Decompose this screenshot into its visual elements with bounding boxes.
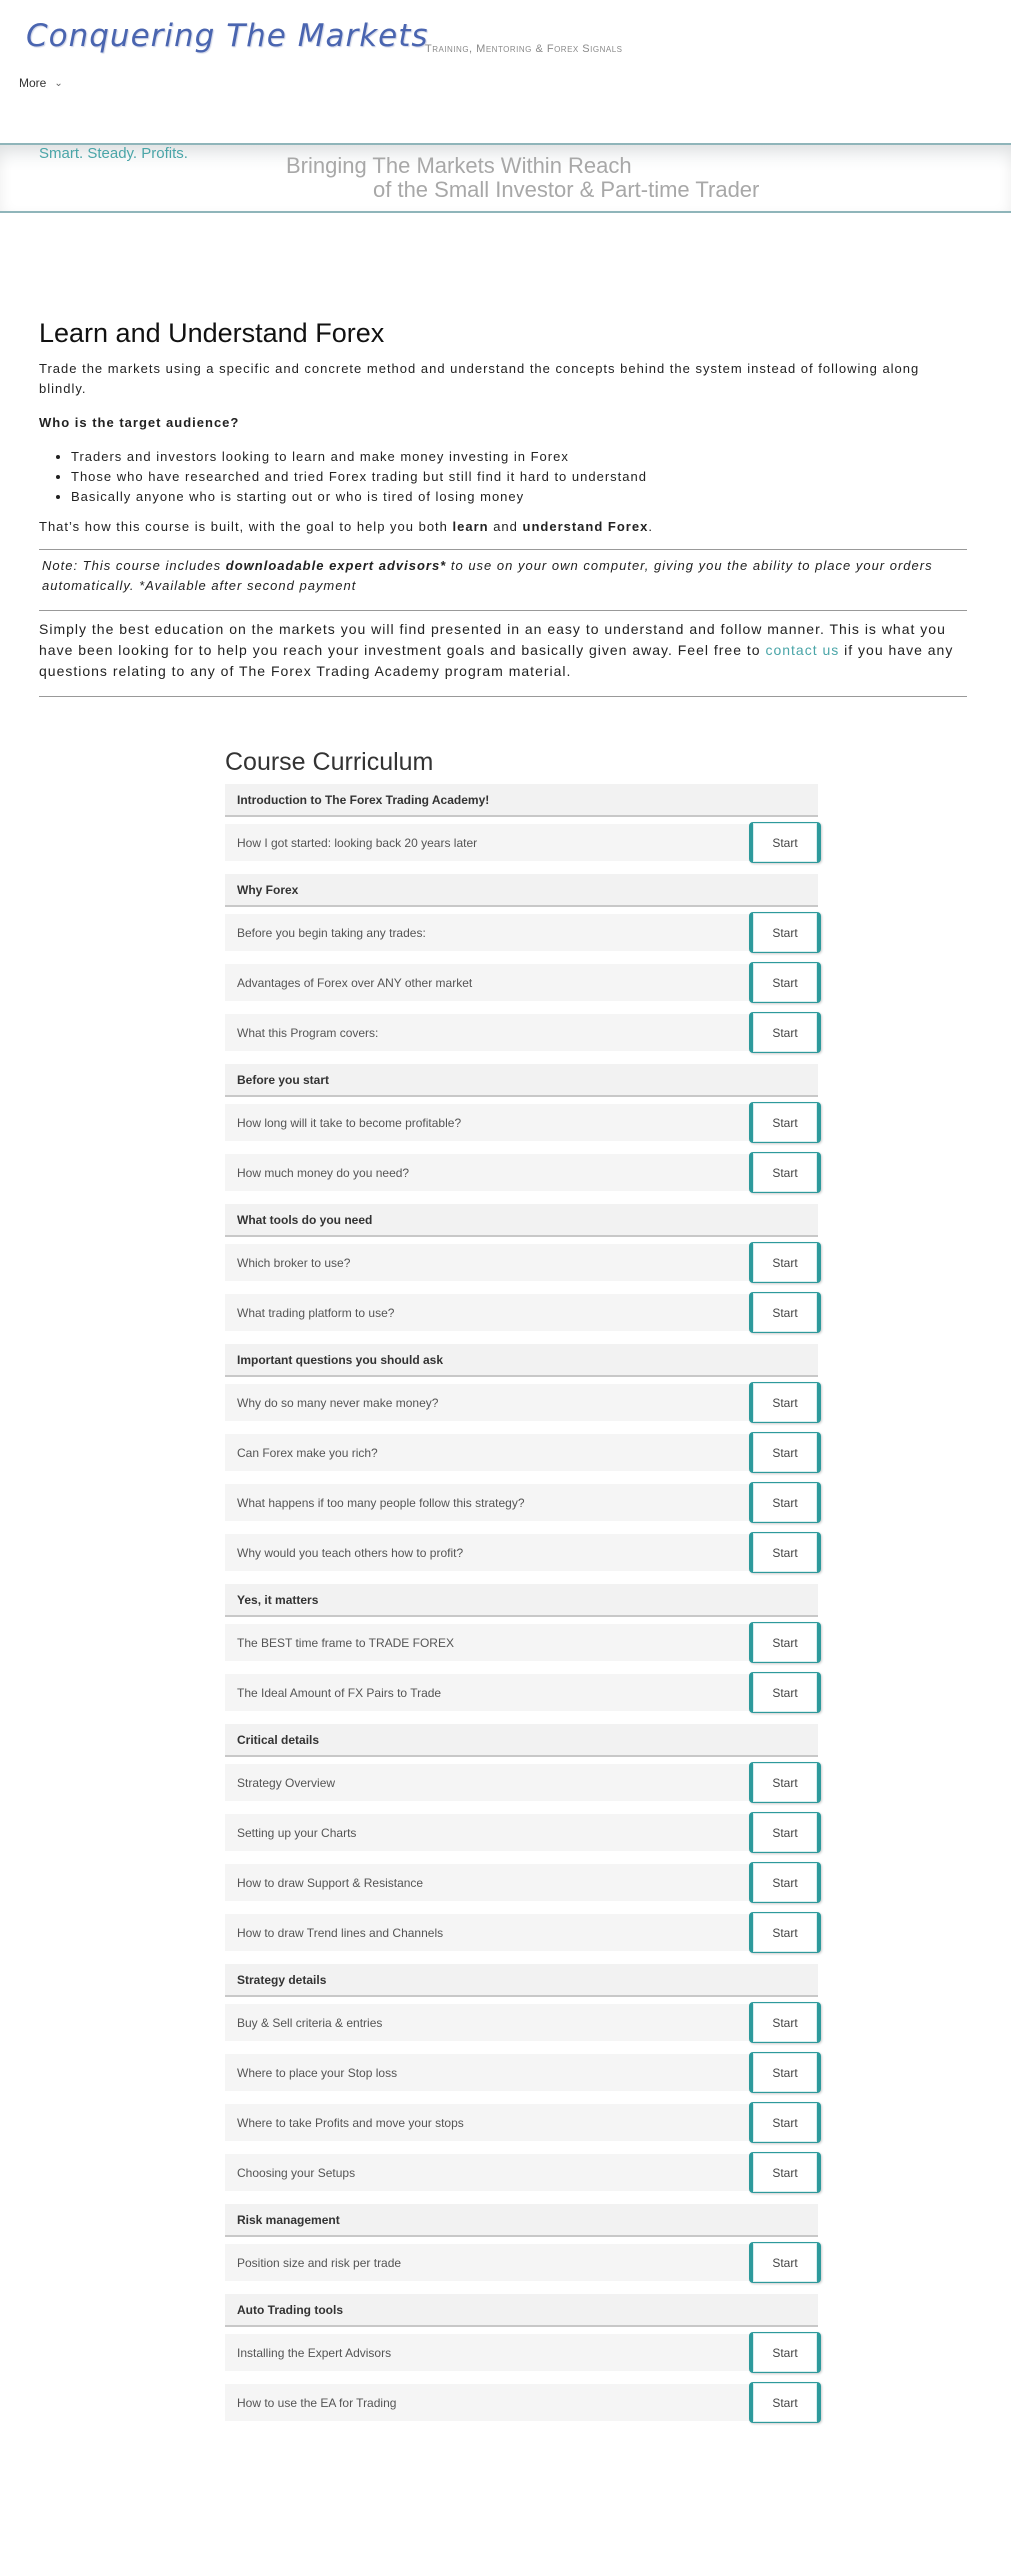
start-lesson-button[interactable]: Start bbox=[749, 1242, 821, 1283]
lesson-row[interactable] bbox=[225, 2104, 818, 2141]
start-lesson-button[interactable]: Start bbox=[749, 962, 821, 1003]
curriculum-section-header: Risk management bbox=[225, 2204, 818, 2237]
lesson-row[interactable] bbox=[225, 1014, 818, 1051]
curriculum-title: Course Curriculum bbox=[225, 748, 434, 776]
more-menu-label: More bbox=[19, 76, 47, 90]
start-lesson-button[interactable]: Start bbox=[749, 2002, 821, 2043]
lesson-row[interactable] bbox=[225, 1104, 818, 1141]
lesson-row[interactable] bbox=[225, 2154, 818, 2191]
lesson-row[interactable] bbox=[225, 1294, 818, 1331]
divider bbox=[39, 696, 967, 697]
curriculum-section-header: Introduction to The Forex Trading Academy! bbox=[225, 784, 818, 817]
list-item: • Traders and investors looking to learn and make money investing in Forex bbox=[71, 447, 967, 467]
intro-lead: Trade the markets using a specific and concrete method and understand the concepts behind the system instead of following along blindly. bbox=[39, 361, 920, 396]
lesson-title: How I got started: looking back 20 years later bbox=[237, 835, 478, 850]
hero-headline: Bringing The Markets Within Reach bbox=[286, 153, 632, 178]
lesson-row[interactable] bbox=[225, 1434, 818, 1471]
start-lesson-button[interactable]: Start bbox=[749, 1912, 821, 1953]
more-menu[interactable] bbox=[19, 76, 63, 90]
start-lesson-button[interactable]: Start bbox=[749, 1862, 821, 1903]
start-lesson-button[interactable]: Start bbox=[749, 1102, 821, 1143]
lesson-title: How long will it take to become profitable? bbox=[237, 1115, 462, 1130]
start-lesson-button[interactable]: Start bbox=[749, 1482, 821, 1523]
lesson-title: Choosing your Setups bbox=[237, 2165, 356, 2180]
lesson-row[interactable] bbox=[225, 1764, 818, 1801]
lesson-title: How to draw Support & Resistance bbox=[237, 1875, 424, 1890]
curriculum-section-header: Why Forex bbox=[225, 874, 818, 907]
start-lesson-button[interactable]: Start bbox=[749, 2052, 821, 2093]
lesson-row[interactable] bbox=[225, 2334, 818, 2371]
lesson-row[interactable] bbox=[225, 2054, 818, 2091]
lesson-title: How to draw Trend lines and Channels bbox=[237, 1925, 444, 1940]
start-lesson-button[interactable]: Start bbox=[749, 822, 821, 863]
lesson-title: What trading platform to use? bbox=[237, 1305, 395, 1320]
lesson-row[interactable] bbox=[225, 1674, 818, 1711]
lesson-row[interactable] bbox=[225, 1534, 818, 1571]
lesson-title: Where to take Profits and move your stops bbox=[237, 2115, 464, 2130]
lesson-row[interactable] bbox=[225, 964, 818, 1001]
start-lesson-button[interactable]: Start bbox=[749, 1012, 821, 1053]
expert-advisor-note: Note: This course includes downloadable expert advisors* to use on your own computer, giving you the ability to place your orders automatically. *Available after second payment bbox=[42, 558, 933, 593]
curriculum-section-header: Before you start bbox=[225, 1064, 818, 1097]
contact-us-link[interactable]: contact us bbox=[765, 642, 840, 658]
start-lesson-button[interactable]: Start bbox=[749, 1622, 821, 1663]
start-lesson-button[interactable]: Start bbox=[749, 2102, 821, 2143]
curriculum-section-header: Yes, it matters bbox=[225, 1584, 818, 1617]
curriculum-section-header: Auto Trading tools bbox=[225, 2294, 818, 2327]
lesson-title: Before you begin taking any trades: bbox=[237, 925, 426, 940]
course-curriculum bbox=[225, 748, 820, 2434]
lesson-title: Position size and risk per trade bbox=[237, 2255, 402, 2270]
lesson-title: Why do so many never make money? bbox=[237, 1395, 439, 1410]
intro-section bbox=[39, 318, 967, 697]
lesson-row[interactable] bbox=[225, 1814, 818, 1851]
start-lesson-button[interactable]: Start bbox=[749, 1432, 821, 1473]
start-lesson-button[interactable]: Start bbox=[749, 1532, 821, 1573]
curriculum-list bbox=[225, 784, 820, 2421]
lesson-title: What this Program covers: bbox=[237, 1025, 379, 1040]
lesson-title: Strategy Overview bbox=[237, 1775, 336, 1790]
site-logo[interactable]: Conquering The Markets bbox=[26, 18, 429, 54]
lesson-title: Installing the Expert Advisors bbox=[237, 2345, 392, 2360]
page-title: Learn and Understand Forex bbox=[39, 318, 385, 348]
lesson-row[interactable] bbox=[225, 1624, 818, 1661]
start-lesson-button[interactable]: Start bbox=[749, 1292, 821, 1333]
lesson-row[interactable] bbox=[225, 2384, 818, 2421]
curriculum-section-header: Strategy details bbox=[225, 1964, 818, 1997]
lesson-title: Setting up your Charts bbox=[237, 1825, 357, 1840]
start-lesson-button[interactable]: Start bbox=[749, 2242, 821, 2283]
lesson-title: Where to place your Stop loss bbox=[237, 2065, 398, 2080]
lesson-title: Advantages of Forex over ANY other market bbox=[237, 975, 473, 990]
audience-heading: Who is the target audience? bbox=[39, 415, 240, 430]
lesson-title: Can Forex make you rich? bbox=[237, 1445, 378, 1460]
lesson-row[interactable] bbox=[225, 1864, 818, 1901]
lesson-title: How to use the EA for Trading bbox=[237, 2395, 397, 2410]
start-lesson-button[interactable]: Start bbox=[749, 1382, 821, 1423]
lesson-title: The Ideal Amount of FX Pairs to Trade bbox=[237, 1685, 442, 1700]
lesson-title: The BEST time frame to TRADE FOREX bbox=[237, 1635, 454, 1650]
site-header bbox=[0, 0, 1011, 145]
curriculum-section-header: Critical details bbox=[225, 1724, 818, 1757]
start-lesson-button[interactable]: Start bbox=[749, 912, 821, 953]
lesson-row[interactable] bbox=[225, 2244, 818, 2281]
start-lesson-button[interactable]: Start bbox=[749, 1672, 821, 1713]
lesson-title: Buy & Sell criteria & entries bbox=[237, 2015, 383, 2030]
lesson-title: Why would you teach others how to profit? bbox=[237, 1545, 464, 1560]
lesson-row[interactable] bbox=[225, 1914, 818, 1951]
lesson-title: What happens if too many people follow this strategy? bbox=[237, 1495, 525, 1510]
lesson-row[interactable] bbox=[225, 1484, 818, 1521]
list-item: • Those who have researched and tried Forex trading but still find it hard to understand bbox=[71, 467, 967, 487]
lesson-row[interactable] bbox=[225, 1384, 818, 1421]
list-item: • Basically anyone who is starting out or who is tired of losing money bbox=[71, 487, 967, 507]
hero-subheadline: of the Small Investor & Part-time Trader bbox=[373, 177, 760, 202]
lesson-row[interactable] bbox=[225, 1154, 818, 1191]
audience-list bbox=[71, 447, 967, 507]
start-lesson-button[interactable]: Start bbox=[749, 2332, 821, 2373]
start-lesson-button[interactable]: Start bbox=[749, 2152, 821, 2193]
lesson-row[interactable] bbox=[225, 2004, 818, 2041]
lesson-row[interactable] bbox=[225, 824, 818, 861]
lesson-row[interactable] bbox=[225, 914, 818, 951]
curriculum-section-header: What tools do you need bbox=[225, 1204, 818, 1237]
site-tagline: Training, Mentoring & Forex Signals bbox=[425, 43, 623, 55]
curriculum-section-header: Important questions you should ask bbox=[225, 1344, 818, 1377]
start-lesson-button[interactable]: Start bbox=[749, 1762, 821, 1803]
lesson-title: Which broker to use? bbox=[237, 1255, 351, 1270]
start-lesson-button[interactable]: Start bbox=[749, 1812, 821, 1853]
lesson-title: How much money do you need? bbox=[237, 1165, 410, 1180]
chevron-down-icon: ⌄ bbox=[54, 77, 63, 89]
start-lesson-button[interactable]: Start bbox=[749, 2382, 821, 2423]
hero-slogan: Smart. Steady. Profits. bbox=[39, 145, 188, 162]
course-goal-text: That’s how this course is built, with the goal to help you both learn and understand Forex. bbox=[39, 519, 653, 534]
start-lesson-button[interactable]: Start bbox=[749, 1152, 821, 1193]
lesson-row[interactable] bbox=[225, 1244, 818, 1281]
summary-text: Simply the best education on the markets you will find presented in an easy to understand and follow manner. This is what you have been looking for to help you reach your investment goals and basically given away. Feel free to contact us if you have any questions relating to any of The Forex Trading Academy program material. bbox=[39, 621, 954, 679]
